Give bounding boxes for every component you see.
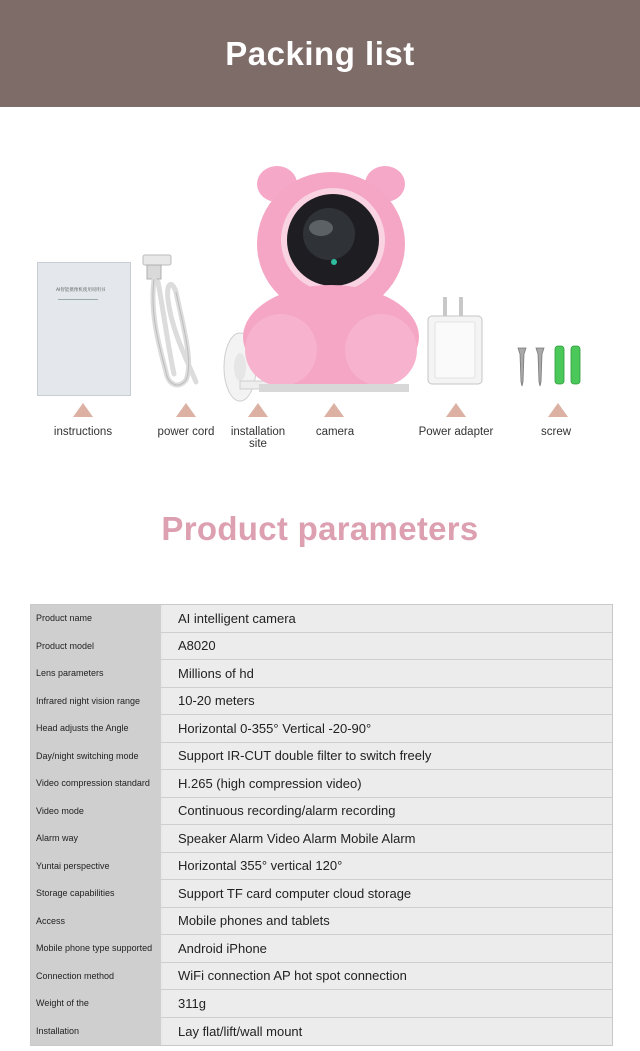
- parameter-name: Video compression standard: [31, 770, 163, 797]
- parameter-name: Yuntai perspective: [31, 853, 163, 880]
- power-cord-label: power cord: [157, 426, 215, 438]
- parameters-table: [30, 604, 613, 1046]
- parameter-name: Lens parameters: [31, 660, 163, 687]
- instructions-label: instructions: [53, 426, 113, 438]
- table-row: [31, 853, 612, 881]
- instructions-arrow-icon: [73, 403, 93, 417]
- parameter-value: Horizontal 0-355° Vertical -20-90°: [163, 715, 612, 742]
- power-adapter-label: Power adapter: [418, 426, 494, 438]
- table-row: [31, 743, 612, 771]
- table-row: [31, 963, 612, 991]
- parameter-name: Mobile phone type supported: [31, 935, 163, 962]
- camera-arrow-icon: [324, 403, 344, 417]
- table-row: [31, 825, 612, 853]
- product-parameters-title: Product parameters: [161, 510, 479, 547]
- table-row: [31, 605, 612, 633]
- installation-site-label: installation site: [230, 426, 286, 450]
- parameter-value: Continuous recording/alarm recording: [163, 798, 612, 825]
- parameter-value: Mobile phones and tablets: [163, 908, 612, 935]
- table-row: [31, 660, 612, 688]
- screw-label: screw: [540, 426, 572, 438]
- parameter-value: 311g: [163, 990, 612, 1017]
- parameter-value: A8020: [163, 633, 612, 660]
- camera-image: [235, 162, 430, 397]
- page-title: Packing list: [225, 34, 415, 72]
- parameter-value: H.265 (high compression video): [163, 770, 612, 797]
- table-row: [31, 715, 612, 743]
- parameter-value: 10-20 meters: [163, 688, 612, 715]
- installation-site-arrow-icon: [248, 403, 268, 417]
- parameter-name: Head adjusts the Angle: [31, 715, 163, 742]
- parameter-value: Support TF card computer cloud storage: [163, 880, 612, 907]
- camera-label: camera: [315, 426, 355, 438]
- parameter-name: Product name: [31, 605, 163, 632]
- parameter-value: AI intelligent camera: [163, 605, 612, 632]
- parameter-value: Speaker Alarm Video Alarm Mobile Alarm: [163, 825, 612, 852]
- parameter-name: Product model: [31, 633, 163, 660]
- parameter-name: Weight of the: [31, 990, 163, 1017]
- table-row: [31, 935, 612, 963]
- table-row: [31, 633, 612, 661]
- parameter-name: Infrared night vision range: [31, 688, 163, 715]
- screw-image: [512, 342, 587, 390]
- parameter-value: Millions of hd: [163, 660, 612, 687]
- booklet-text: AI智能摄像机使用说明书: [56, 288, 106, 293]
- parameter-name: Connection method: [31, 963, 163, 990]
- instructions-booklet-image: [37, 262, 131, 396]
- parameter-value: Support IR-CUT double filter to switch freely: [163, 743, 612, 770]
- booklet-line-icon: [58, 299, 98, 300]
- parameter-name: Storage capabilities: [31, 880, 163, 907]
- parameter-value: WiFi connection AP hot spot connection: [163, 963, 612, 990]
- table-row: [31, 908, 612, 936]
- header-banner: [0, 0, 640, 107]
- power-adapter-image: [425, 292, 485, 387]
- parameter-name: Day/night switching mode: [31, 743, 163, 770]
- power-cord-image: [138, 252, 210, 397]
- table-row: [31, 990, 612, 1018]
- parameter-name: Video mode: [31, 798, 163, 825]
- parameter-name: Installation: [31, 1018, 163, 1046]
- table-row: [31, 688, 612, 716]
- table-row: [31, 798, 612, 826]
- table-row: [31, 770, 612, 798]
- table-row: [31, 1018, 612, 1046]
- power-adapter-arrow-icon: [446, 403, 466, 417]
- parameter-value: Horizontal 355° vertical 120°: [163, 853, 612, 880]
- parameter-value: Lay flat/lift/wall mount: [163, 1018, 612, 1046]
- screw-arrow-icon: [548, 403, 568, 417]
- power-cord-arrow-icon: [176, 403, 196, 417]
- packing-list-area: [0, 107, 640, 487]
- parameter-value: Android iPhone: [163, 935, 612, 962]
- parameter-name: Alarm way: [31, 825, 163, 852]
- parameter-name: Access: [31, 908, 163, 935]
- table-row: [31, 880, 612, 908]
